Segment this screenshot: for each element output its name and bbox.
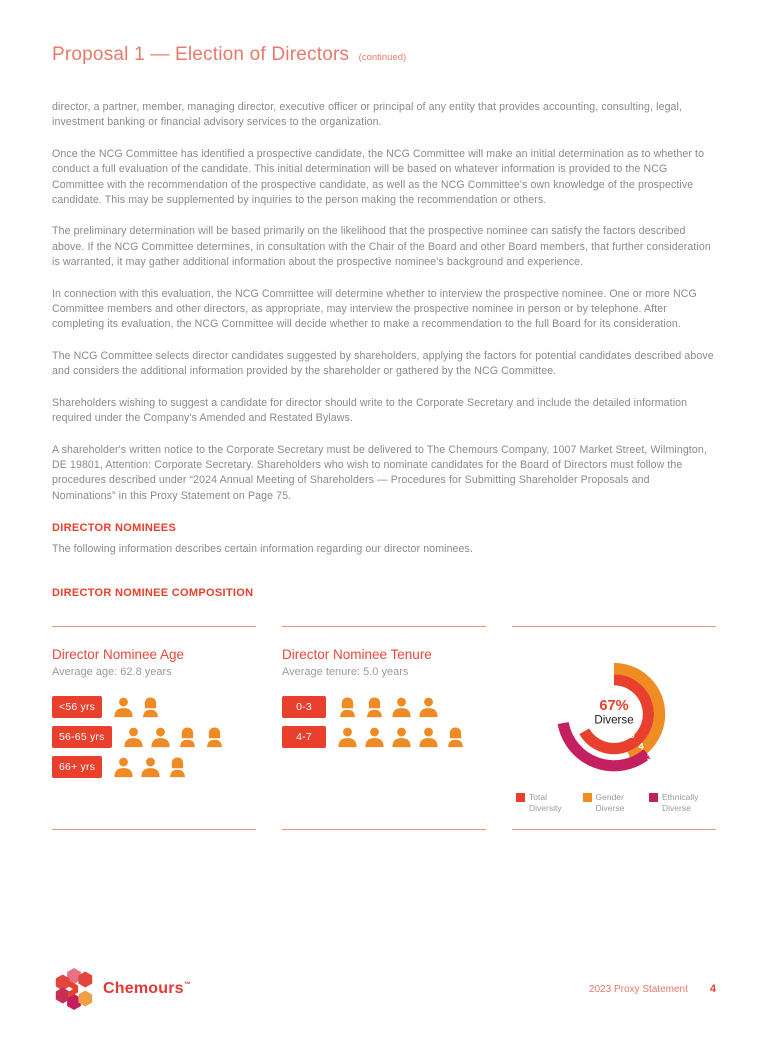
band-badge: 56-65 yrs (52, 726, 112, 748)
document-page (0, 44, 768, 830)
page-title-row (52, 44, 716, 66)
paragraph: Shareholders wishing to suggest a candidate for director should write to the Corporate Secretary and include the detailed information required under the Company's Amended and Restated Bylaws. (52, 396, 688, 425)
paragraph: Once the NCG Committee has identified a prospective candidate, the NCG Committee will make an initial determination as to whether to conduct a full evaluation of the candidate. This initial determination will be based on whatever information is provided to the NCG Committee with the recommendation of the prospective candidate, as well as the NCG Committee's own knowledge of the prospective candidate. This may be supplemented by inquiries to the person making the recommendation or others. (52, 147, 705, 207)
person-icons (336, 726, 467, 749)
person-male-icon (139, 756, 162, 779)
tenure-chart-subtitle: Average tenure: 5.0 years (282, 666, 409, 679)
person-male-icon (336, 726, 359, 749)
person-male-icon (112, 756, 135, 779)
trademark-symbol: ™ (183, 981, 191, 989)
person-male-icon (363, 726, 386, 749)
person-female-icon (203, 726, 226, 749)
donut-center-value: 67% (599, 697, 629, 714)
tenure-chart-rows (282, 695, 486, 749)
person-icons (112, 756, 189, 779)
paragraph: director, a partner, member, managing director, executive officer or principal of any entity that provides accounting, consulting, legal, investment banking or financial advisory services to the organization. (52, 101, 683, 129)
diversity-legend (516, 792, 716, 813)
person-male-icon (112, 696, 135, 719)
chemours-wordmark: Chemours™ (103, 980, 191, 997)
footer-page-number: 4 (709, 983, 716, 995)
legend-item-total-diversity (516, 792, 577, 813)
paragraph: In connection with this evaluation, the NCG Committee will determine whether to interview the prospective nominee. One or more NCG Committee members and other directors, as appropriate, may interview the prospective nominee in person or by telephone. After completing its evaluation, the NCG Committee will decide whether to make a recommendation to the full Board for its consideration. (52, 287, 697, 331)
diversity-chart (512, 626, 716, 830)
age-chart-rows (52, 695, 256, 779)
paragraph: The NCG Committee selects director candidates suggested by shareholders, applying the factors for potential candidates described above and considers the additional information provided by the shareholder or gathered by the NCG Committee. (52, 349, 714, 378)
body-copy (52, 100, 716, 504)
gender-diverse-swatch-icon (583, 793, 592, 802)
person-female-icon (444, 726, 467, 749)
ethnically-diverse-swatch-icon (649, 793, 658, 802)
ethnically-diverse-value: 3 (647, 752, 653, 764)
footer-right (589, 983, 716, 995)
nominee-composition-heading: DIRECTOR NOMINEE COMPOSITION (52, 587, 254, 600)
page-title: Proposal 1 — Election of Directors (52, 44, 350, 65)
donut-center-label: Diverse (594, 713, 634, 727)
director-nominees-text: The following information describes certain information regarding our director nominees. (52, 543, 473, 556)
footer-document-label: 2023 Proxy Statement (588, 984, 688, 995)
total-diversity-swatch-icon (516, 793, 525, 802)
person-female-icon (176, 726, 199, 749)
diversity-donut-svg (528, 635, 700, 795)
gender-diverse-value: 4 (638, 741, 644, 753)
pictogram-row (282, 725, 486, 749)
person-icons (112, 696, 162, 719)
person-icons (122, 726, 226, 749)
person-male-icon (122, 726, 145, 749)
person-icons (336, 696, 440, 719)
band-badge: 4-7 (282, 726, 326, 748)
person-male-icon (390, 696, 413, 719)
diversity-donut (512, 635, 716, 795)
composition-charts (52, 626, 716, 830)
person-female-icon (336, 696, 359, 719)
pictogram-row (282, 695, 486, 719)
paragraph: A shareholder's written notice to the Corporate Secretary must be delivered to The Chemours Company, 1007 Market Street, Wilmington, DE 19801, Attention: Corporate Secretary. Shareholders who wish to nominate candidates for the Board of Directors must follow the procedures described under “2024 Annual Meeting of Shareholders — Procedures for Submitting Shareholder Proposals and Nominations” in this Proxy Statement on Page 75. (52, 443, 707, 502)
pictogram-row (52, 725, 256, 749)
chemours-logo-icon (52, 966, 96, 1012)
director-nominees-section (52, 522, 716, 555)
band-badge: <56 yrs (52, 696, 102, 718)
person-male-icon (417, 696, 440, 719)
page-title-continued: (continued) (358, 52, 407, 63)
person-female-icon (139, 696, 162, 719)
legend-label: Ethnically Diverse (662, 792, 699, 813)
tenure-chart (282, 626, 486, 830)
person-male-icon (390, 726, 413, 749)
paragraph: The preliminary determination will be based primarily on the likelihood that the prospective nominee can satisfy the factors described above. If the NCG Committee determines, in consultation with the Chair of the Board and other Board members, that further consideration is warranted, it may gather additional information about the prospective nominee's background and experience. (52, 225, 711, 269)
legend-label: Total Diversity (529, 792, 562, 813)
tenure-chart-title: Director Nominee Tenure (282, 647, 432, 663)
legend-label: Gender Diverse (595, 792, 625, 813)
chemours-brand (52, 966, 191, 1012)
person-male-icon (417, 726, 440, 749)
pictogram-row (52, 755, 256, 779)
pictogram-row (52, 695, 256, 719)
band-badge: 66+ yrs (52, 756, 102, 778)
age-chart-title: Director Nominee Age (52, 647, 185, 663)
band-badge: 0-3 (282, 696, 326, 718)
person-male-icon (149, 726, 172, 749)
age-chart-subtitle: Average age: 62.8 years (52, 666, 172, 679)
person-female-icon (166, 756, 189, 779)
page-footer (52, 966, 716, 1012)
director-nominees-heading: DIRECTOR NOMINEES (52, 522, 177, 535)
total-diversity-value: 6 (629, 730, 635, 742)
legend-item-gender-diverse (583, 792, 644, 813)
legend-item-ethnically-diverse (649, 792, 710, 813)
age-chart (52, 626, 256, 830)
person-female-icon (363, 696, 386, 719)
